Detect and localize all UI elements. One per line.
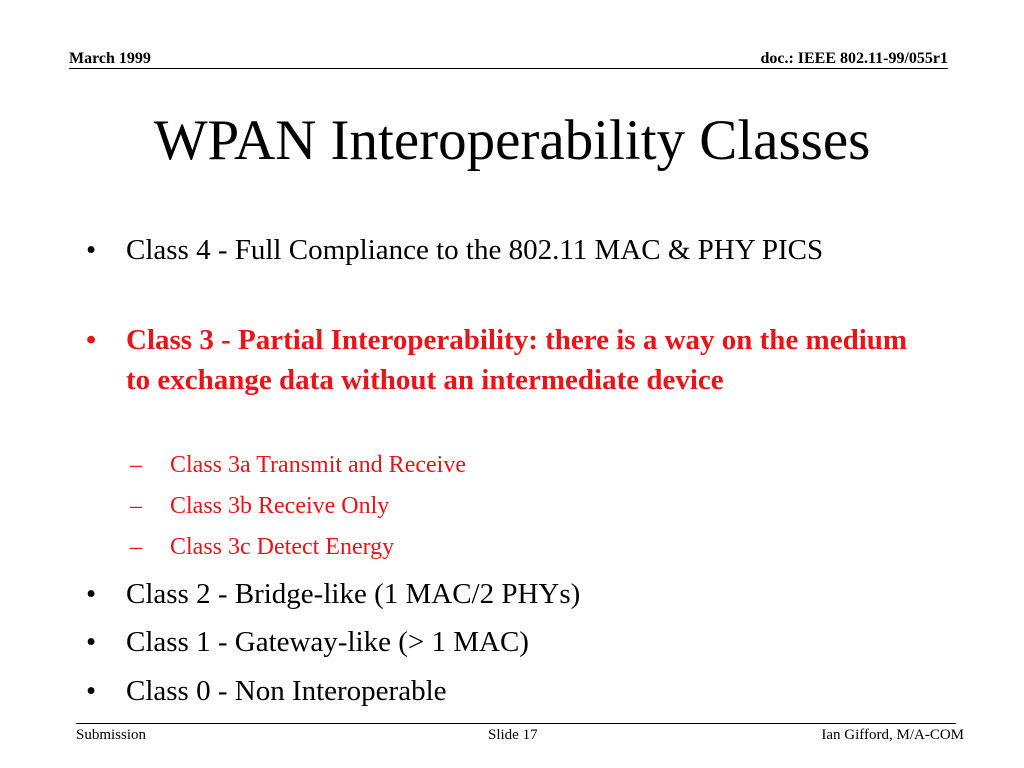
- footer-submission: Submission: [76, 727, 147, 743]
- header-date: March 1999: [69, 50, 151, 67]
- sub-bullet-class-3b: [130, 491, 930, 521]
- sub-bullet-class-3a: [130, 450, 930, 480]
- sub-bullet-class-3c: [130, 532, 930, 562]
- header-doc-id: doc.: IEEE 802.11-99/055r1: [760, 50, 948, 67]
- bullet-text: Class 3 - Partial Interoperability: there is a way on the medium to exchange data without an intermediate device: [126, 324, 908, 396]
- sub-bullet-text: Class 3c Detect Energy: [170, 534, 395, 560]
- bullet-marker: •: [86, 626, 97, 658]
- sub-bullet-marker: –: [130, 493, 142, 519]
- slide-title: WPAN Interoperability Classes: [153, 109, 871, 172]
- bullet-text: Class 0 - Non Interoperable: [126, 675, 447, 707]
- bullet-class-0: [86, 671, 936, 711]
- bullet-text: Class 4 - Full Compliance to the 802.11 MAC & PHY PICS: [126, 234, 824, 266]
- sub-bullet-text: Class 3b Receive Only: [170, 493, 390, 519]
- bullet-text: Class 2 - Bridge-like (1 MAC/2 PHYs): [126, 578, 581, 610]
- sub-bullet-marker: –: [130, 452, 142, 478]
- bullet-marker: •: [86, 234, 97, 266]
- footer-rule: [76, 723, 956, 724]
- footer-slide-number: Slide 17: [488, 727, 538, 743]
- bullet-marker: •: [86, 675, 97, 707]
- bullet-class-3: [86, 320, 936, 400]
- bullet-marker: •: [86, 324, 97, 356]
- bullet-marker: •: [86, 578, 97, 610]
- sub-bullet-marker: –: [130, 534, 142, 560]
- bullet-class-4: [86, 230, 936, 270]
- sub-bullet-text: Class 3a Transmit and Receive: [170, 452, 466, 478]
- bullet-class-1: [86, 622, 936, 662]
- header-rule: [69, 68, 948, 69]
- bullet-text: Class 1 - Gateway-like (> 1 MAC): [126, 626, 529, 658]
- footer-author: Ian Gifford, M/A-COM: [821, 727, 964, 743]
- bullet-class-2: [86, 574, 936, 614]
